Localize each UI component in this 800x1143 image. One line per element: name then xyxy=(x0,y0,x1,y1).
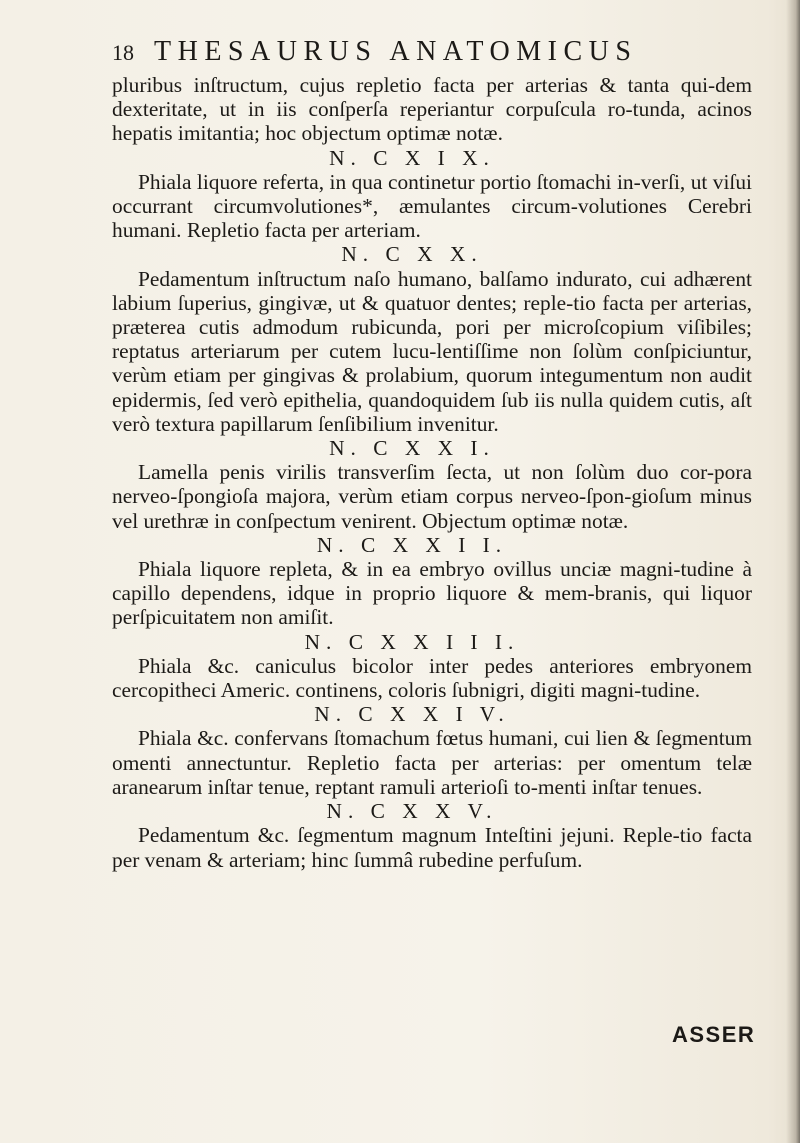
paragraph: Lamella penis virilis transverſim ſecta, ut non ſolùm duo cor-pora nerveo-ſpongioſa majora, verùm etiam corpus nerveo-ſpon-gioſum minus vel urethræ in conſpectum venirent. Objectum optimæ notæ. xyxy=(112,460,752,533)
page-edge-shadow xyxy=(786,0,800,1143)
paragraph: Phiala liquore repleta, & in ea embryo ovillus unciæ magni-tudine à capillo dependens, idque in proprio liquore & mem-branis, qui liquor perſpicuitatem non amiſit. xyxy=(112,557,752,630)
page-number: 18 xyxy=(112,40,134,65)
paragraph: pluribus inſtructum, cujus repletio facta per arterias & tanta qui-dem dexteritate, ut in iis conſperſa reperiantur corpuſcula ro-tunda, acinos hepatis imitantia; hoc objectum optimæ notæ. xyxy=(112,73,752,146)
paragraph: Phiala liquore referta, in qua continetur portio ſtomachi in-verſi, ut viſui occurrant circumvolutiones*, æmulantes circum-volutiones Cerebri humani. Repletio facta per arteriam. xyxy=(112,169,752,243)
section-number: N. C X X V. xyxy=(326,799,498,824)
page-header xyxy=(112,36,752,72)
running-head: THESAURUS ANATOMICUS xyxy=(154,36,638,67)
section-number: N. C X X I. xyxy=(329,436,495,461)
paragraph: Pedamentum inſtructum naſo humano, balſamo indurato, cui adhærent labium ſuperius, gingivæ, ut & quatuor dentes; reple-tio facta per arterias, præterea cutis admodum rubicunda, pori per microſcopium viſibiles; reptatus arteriarum per cutem lucu-lentiſſime non ſolùm conſpiciuntur, verùm etiam per gingivas & prolabium, quorum integumentum non audit epidermis, ſed verò epithelia, quandoquidem ſub iis nulla quidem cutis, aſt verò textura papillarum ſenſibilium invenitur. xyxy=(112,266,752,436)
body-text xyxy=(112,73,752,872)
paragraph: Pedamentum &c. ſegmentum magnum Inteſtini jejuni. Reple-tio facta per venam & arteriam; hinc ſummâ rubedine perfuſum. xyxy=(112,823,752,872)
paragraph: Phiala &c. caniculus bicolor inter pedes anteriores embryonem cercopitheci Americ. continens, coloris ſubnigri, digiti magni-tudine. xyxy=(112,653,752,703)
paragraph: Phiala &c. confervans ſtomachum fœtus humani, cui lien & ſegmentum omenti annectuntur. Repletio facta per arterias: per omentum telæ aranearum inſtar tenue, reptant ramuli arterioſi to-menti inſtar tenues. xyxy=(112,726,752,799)
section-number: N. C X X. xyxy=(341,242,483,267)
section-number: N. C X I X. xyxy=(329,145,495,170)
catchword: ASSER xyxy=(672,1022,756,1047)
section-number: N. C X X I V. xyxy=(314,702,510,727)
section-number: N. C X X I I I. xyxy=(304,629,520,654)
section-number: N. C X X I I. xyxy=(316,532,508,557)
